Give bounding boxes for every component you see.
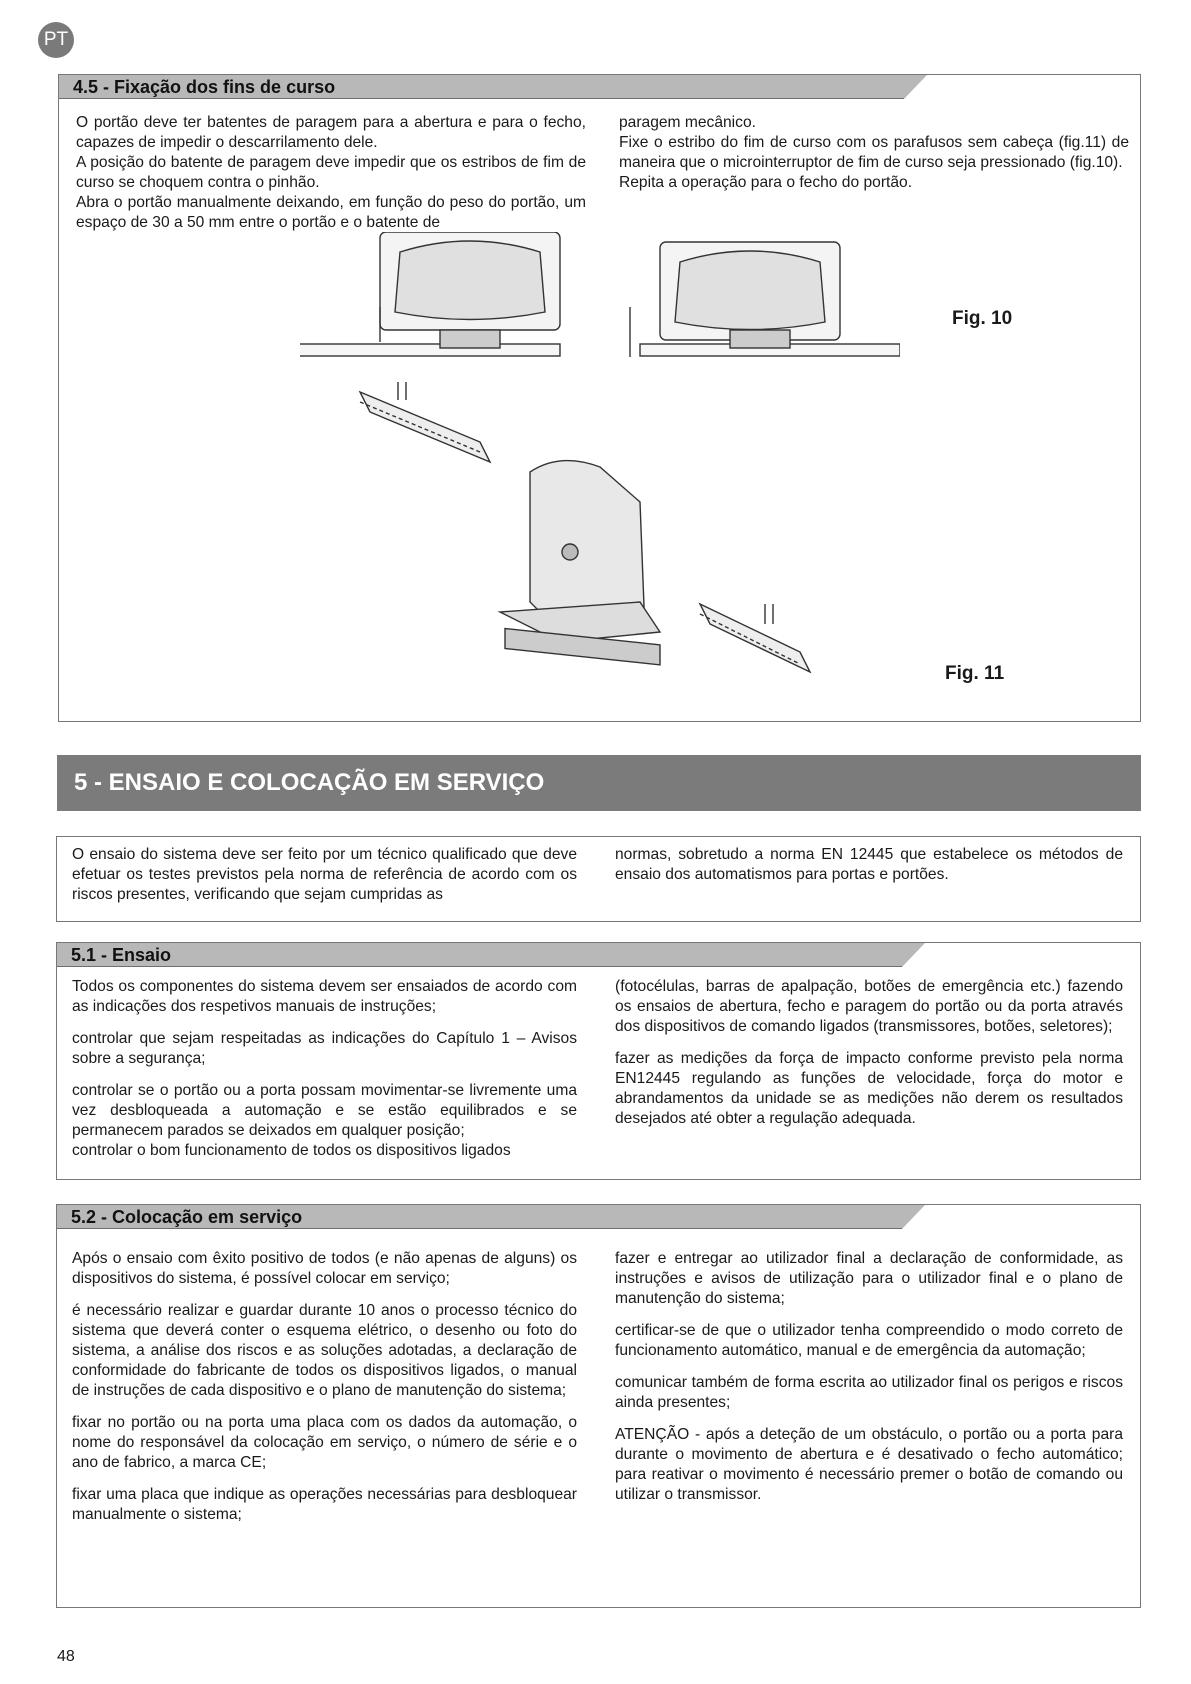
right-column: [615, 845, 1123, 885]
language-badge: PT: [38, 22, 74, 58]
chapter-banner: [57, 755, 1141, 811]
figure-11-label: Fig. 11: [945, 663, 1005, 684]
paragraph: fazer as medições da força de impacto conforme previsto pela norma EN12445 regulando as funções de velocidade, força do motor e abrandamentos da unidade se as medições não derem os resultados desejados até obter a regulação adequada.: [615, 1050, 1123, 1127]
section-5-2: [56, 1204, 1141, 1608]
paragraph: Todos os componentes do sistema devem ser ensaiados de acordo com as indicações dos respetivos manuais de instruções;: [72, 978, 577, 1015]
paragraph: fixar no portão ou na porta uma placa com os dados da automação, o nome do responsável da colocação em serviço, o número de série e o ano de fabrico, a marca CE;: [72, 1414, 577, 1471]
figure-10-label: Fig. 10: [952, 308, 1013, 329]
left-column: [72, 1249, 577, 1525]
left-column: [72, 977, 577, 1161]
right-column: [615, 1249, 1123, 1505]
paragraph: Abra o portão manualmente deixando, em função do peso do portão, um espaço de 30 a 50 mm entre o portão e o batente de: [76, 194, 586, 231]
paragraph: O portão deve ter batentes de paragem para a abertura e para o fecho, capazes de impedir o descarrilamento dele.: [76, 114, 586, 151]
section-5-intro: [56, 836, 1141, 922]
right-column: [615, 977, 1123, 1129]
paragraph: comunicar também de forma escrita ao utilizador final os perigos e riscos ainda presentes;: [615, 1374, 1123, 1411]
paragraph: paragem mecânico.: [619, 114, 756, 131]
paragraph: controlar se o portão ou a porta possam movimentar-se livremente uma vez desbloqueada a automação e se estão equilibrados e se permanecem parados se deixados em qualquer posição;: [72, 1082, 577, 1139]
left-column: [72, 845, 577, 905]
paragraph: controlar que sejam respeitadas as indicações do Capítulo 1 – Avisos sobre a segurança;: [72, 1030, 577, 1067]
paragraph: controlar o bom funcionamento de todos os dispositivos ligados: [72, 1142, 511, 1159]
paragraph: fazer e entregar ao utilizador final a declaração de conformidade, as instruções e avisos de utilização para o utilizador final e o plano de manutenção do sistema;: [615, 1250, 1123, 1307]
figure-illustration: [300, 232, 900, 742]
section-title: 4.5 - Fixação dos fins de curso: [73, 77, 336, 97]
section-title: 5.1 - Ensaio: [71, 945, 172, 965]
chapter-title: 5 - ENSAIO E COLOCAÇÃO EM SERVIÇO: [74, 769, 545, 796]
paragraph: A posição do batente de paragem deve impedir que os estribos de fim de curso se choquem contra o pinhão.: [76, 154, 586, 191]
page-number: 48: [57, 1648, 75, 1665]
paragraph: O ensaio do sistema deve ser feito por um técnico qualificado que deve efetuar os testes previstos pela norma de referência de acordo com os riscos presentes, verificando que sejam cumpridas as: [72, 846, 577, 903]
section-title: 5.2 - Colocação em serviço: [71, 1207, 303, 1227]
right-column: [619, 113, 1129, 193]
paragraph: Repita a operação para o fecho do portão.: [619, 174, 913, 191]
paragraph: normas, sobretudo a norma EN 12445 que estabelece os métodos de ensaio dos automatismos para portas e portões.: [615, 846, 1123, 883]
paragraph: (fotocélulas, barras de apalpação, botões de emergência etc.) fazendo os ensaios de abertura, fecho e paragem do portão ou da porta através dos dispositivos de comando ligados (transmissores, botões, seletores);: [615, 978, 1123, 1035]
paragraph: Após o ensaio com êxito positivo de todos (e não apenas de alguns) os dispositivos do sistema, é possível colocar em serviço;: [72, 1250, 577, 1287]
paragraph: certificar-se de que o utilizador tenha compreendido o modo correto de funcionamento automático, manual e de emergência da automação;: [615, 1322, 1123, 1359]
paragraph: fixar uma placa que indique as operações necessárias para desbloquear manualmente o sistema;: [72, 1486, 577, 1523]
section-5-1: [56, 942, 1141, 1180]
paragraph: ATENÇÃO - após a deteção de um obstáculo, o portão ou a porta para durante o movimento de abertura e é desativado o fecho automático; para reativar o movimento é necessário premer o botão de comando ou utilizar o transmissor.: [615, 1426, 1123, 1503]
left-column: [76, 113, 586, 233]
paragraph: Fixe o estribo do fim de curso com os parafusos sem cabeça (fig.11) de maneira que o microinterruptor de fim de curso seja pressionado (fig.10).: [619, 134, 1129, 171]
paragraph: é necessário realizar e guardar durante 10 anos o processo técnico do sistema que deverá conter o esquema elétrico, o desenho ou foto do sistema, a análise dos riscos e as soluções adotadas, a declaração de conformidade do fabricante de todos os dispositivos ligados, o manual de instruções de cada dispositivo e o plano de manutenção do sistema;: [72, 1302, 577, 1399]
